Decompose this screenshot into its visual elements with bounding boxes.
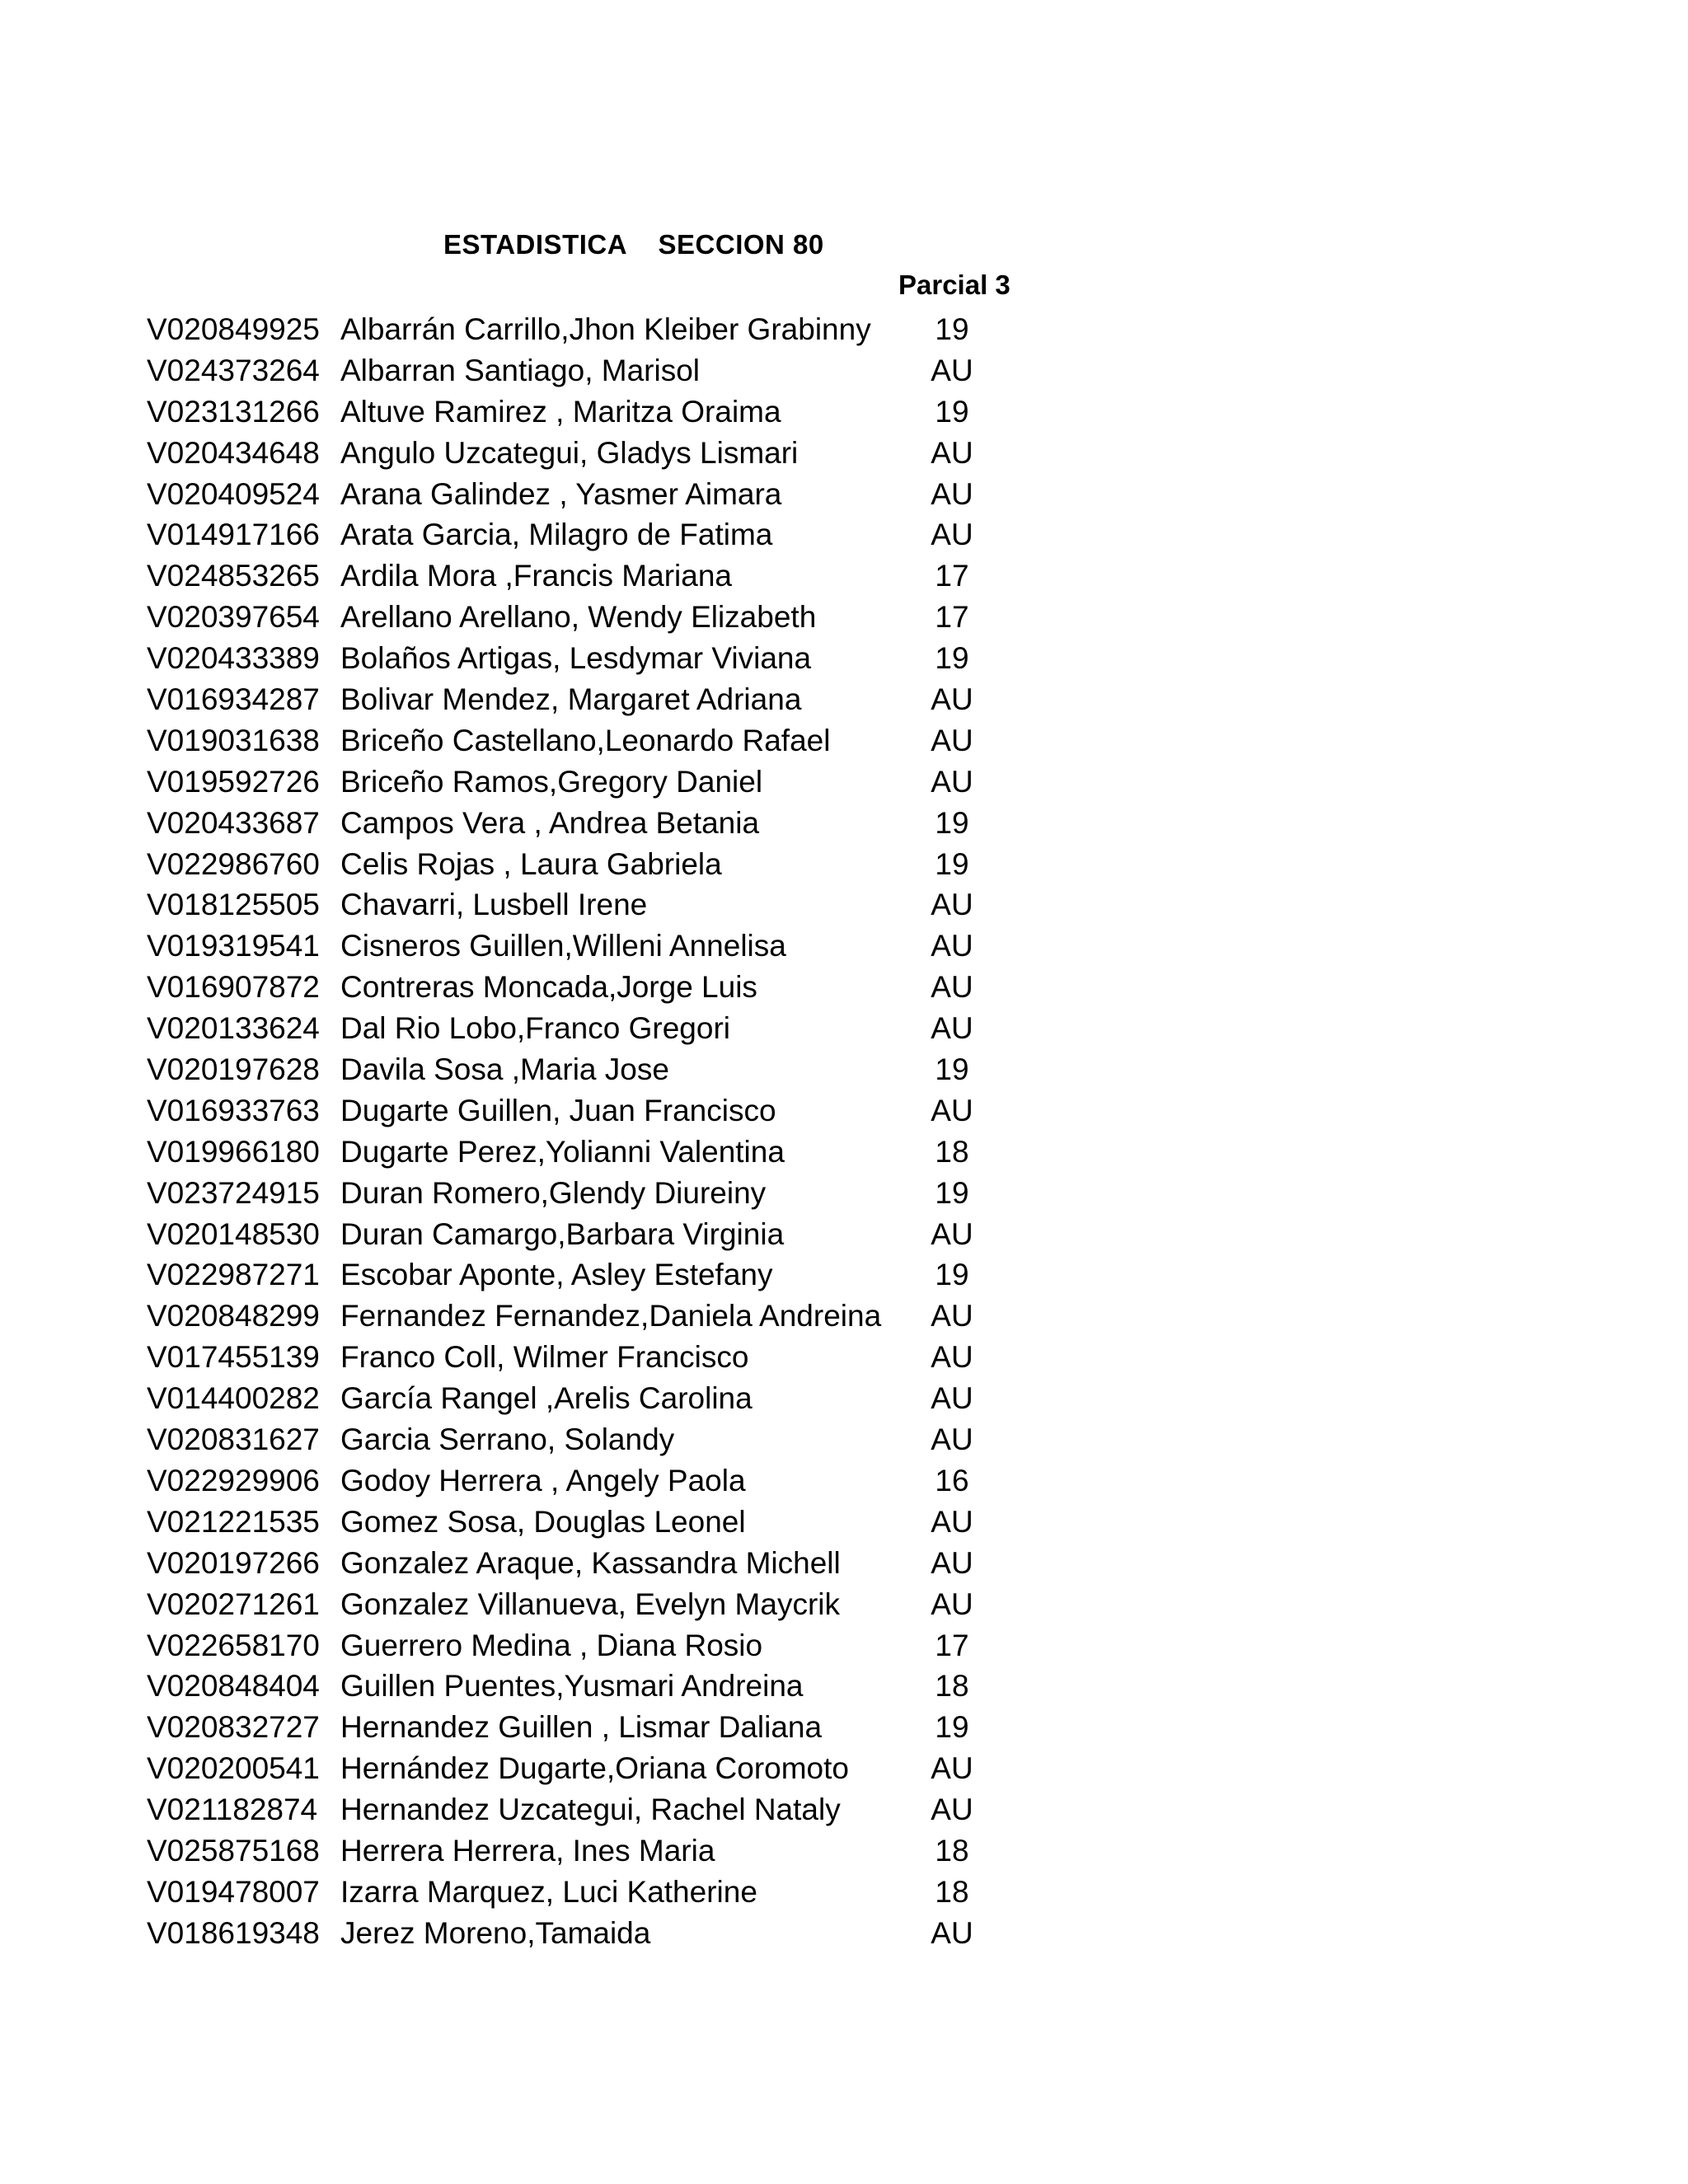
student-row bbox=[0, 1296, 1688, 1337]
student-row bbox=[0, 1419, 1688, 1460]
student-grade: AU bbox=[931, 476, 973, 511]
student-grade: 18 bbox=[935, 1669, 969, 1704]
student-list bbox=[0, 309, 1688, 1954]
student-id: V020197628 bbox=[147, 1052, 320, 1087]
student-grade: AU bbox=[931, 518, 973, 552]
student-name: Dugarte Perez,Yolianni Valentina bbox=[340, 1134, 785, 1169]
student-name: Altuve Ramirez , Maritza Oraima bbox=[340, 394, 781, 429]
student-id: V020433687 bbox=[147, 805, 320, 840]
student-name: Arana Galindez , Yasmer Aimara bbox=[340, 476, 782, 511]
student-id: V020434648 bbox=[147, 435, 320, 470]
student-row bbox=[0, 679, 1688, 720]
student-name: Garcia Serrano, Solandy bbox=[340, 1422, 675, 1457]
student-row bbox=[0, 967, 1688, 1008]
student-name: Campos Vera , Andrea Betania bbox=[340, 805, 760, 840]
student-name: Albarrán Carrillo,Jhon Kleiber Grabinny bbox=[340, 312, 871, 346]
student-row bbox=[0, 1748, 1688, 1789]
student-name: Angulo Uzcategui, Gladys Lismari bbox=[340, 435, 799, 470]
student-row bbox=[0, 474, 1688, 515]
student-name: Gomez Sosa, Douglas Leonel bbox=[340, 1504, 746, 1539]
student-grade: 19 bbox=[935, 394, 969, 429]
student-row bbox=[0, 1090, 1688, 1132]
student-row bbox=[0, 720, 1688, 762]
student-grade: 17 bbox=[935, 1628, 969, 1662]
student-name: Gonzalez Villanueva, Evelyn Maycrik bbox=[340, 1586, 840, 1621]
student-id: V022987271 bbox=[147, 1258, 320, 1292]
student-grade: AU bbox=[931, 1793, 973, 1827]
student-id: V021182874 bbox=[147, 1793, 318, 1827]
document-title: ESTADISTICA SECCION 80 bbox=[443, 229, 824, 260]
student-grade: AU bbox=[931, 929, 973, 963]
student-id: V019319541 bbox=[147, 929, 320, 963]
student-name: Ardila Mora ,Francis Mariana bbox=[340, 559, 732, 593]
student-name: Izarra Marquez, Luci Katherine bbox=[340, 1874, 757, 1909]
student-grade: AU bbox=[931, 435, 973, 470]
student-grade: 19 bbox=[935, 805, 969, 840]
student-name: Arata Garcia, Milagro de Fatima bbox=[340, 518, 773, 552]
student-row bbox=[0, 803, 1688, 844]
student-row bbox=[0, 391, 1688, 433]
student-id: V019031638 bbox=[147, 723, 320, 757]
student-id: V020832727 bbox=[147, 1710, 320, 1745]
student-grade: AU bbox=[931, 1751, 973, 1786]
student-name: Guillen Puentes,Yusmari Andreina bbox=[340, 1669, 804, 1704]
student-name: Contreras Moncada,Jorge Luis bbox=[340, 970, 757, 1005]
student-id: V020848299 bbox=[147, 1299, 320, 1333]
student-id: V024853265 bbox=[147, 559, 320, 593]
student-id: V020271261 bbox=[147, 1586, 320, 1621]
student-id: V020849925 bbox=[147, 312, 320, 346]
student-id: V020200541 bbox=[147, 1751, 320, 1786]
student-row bbox=[0, 1378, 1688, 1419]
student-grade: 18 bbox=[935, 1833, 969, 1868]
student-grade: 18 bbox=[935, 1874, 969, 1909]
student-grade: AU bbox=[931, 764, 973, 799]
student-name: Bolaños Artigas, Lesdymar Viviana bbox=[340, 641, 812, 676]
student-id: V019478007 bbox=[147, 1874, 320, 1909]
student-id: V016907872 bbox=[147, 970, 320, 1005]
student-grade: 19 bbox=[935, 1258, 969, 1292]
student-id: V020397654 bbox=[147, 600, 320, 635]
student-grade: AU bbox=[931, 353, 973, 387]
student-grade: AU bbox=[931, 682, 973, 717]
student-id: V019966180 bbox=[147, 1134, 320, 1169]
student-name: Dal Rio Lobo,Franco Gregori bbox=[340, 1011, 730, 1046]
student-name: Jerez Moreno,Tamaida bbox=[340, 1915, 651, 1950]
student-row bbox=[0, 1173, 1688, 1214]
student-row bbox=[0, 844, 1688, 885]
student-grade: AU bbox=[931, 1340, 973, 1375]
student-name: Franco Coll, Wilmer Francisco bbox=[340, 1340, 749, 1375]
student-grade: 17 bbox=[935, 559, 969, 593]
student-row bbox=[0, 350, 1688, 391]
student-row bbox=[0, 597, 1688, 638]
student-id: V020133624 bbox=[147, 1011, 320, 1046]
student-name: Guerrero Medina , Diana Rosio bbox=[340, 1628, 763, 1662]
student-id: V023724915 bbox=[147, 1175, 320, 1210]
student-name: Herrera Herrera, Ines Maria bbox=[340, 1833, 715, 1868]
student-name: Hernández Dugarte,Oriana Coromoto bbox=[340, 1751, 849, 1786]
student-row bbox=[0, 638, 1688, 679]
student-id: V014917166 bbox=[147, 518, 320, 552]
student-row bbox=[0, 1707, 1688, 1748]
student-id: V024373264 bbox=[147, 353, 320, 387]
student-id: V020433389 bbox=[147, 641, 320, 676]
student-grade: AU bbox=[931, 1381, 973, 1416]
student-grade: AU bbox=[931, 888, 973, 922]
student-grade: 19 bbox=[935, 846, 969, 881]
student-name: Bolivar Mendez, Margaret Adriana bbox=[340, 682, 802, 717]
student-id: V022658170 bbox=[147, 1628, 320, 1662]
student-name: Briceño Ramos,Gregory Daniel bbox=[340, 764, 763, 799]
student-grade: 17 bbox=[935, 600, 969, 635]
student-grade: AU bbox=[931, 1011, 973, 1046]
student-row bbox=[0, 884, 1688, 926]
student-row bbox=[0, 1830, 1688, 1872]
student-grade: 19 bbox=[935, 1052, 969, 1087]
student-name: Albarran Santiago, Marisol bbox=[340, 353, 700, 387]
student-row bbox=[0, 1502, 1688, 1543]
student-row bbox=[0, 762, 1688, 803]
student-grade: AU bbox=[931, 1545, 973, 1580]
student-grade: 19 bbox=[935, 1710, 969, 1745]
student-grade: AU bbox=[931, 1093, 973, 1127]
student-grade: AU bbox=[931, 1586, 973, 1621]
student-row bbox=[0, 1666, 1688, 1707]
student-id: V016933763 bbox=[147, 1093, 320, 1127]
grade-column-header: Parcial 3 bbox=[898, 269, 1010, 300]
student-row bbox=[0, 1625, 1688, 1666]
student-name: Gonzalez Araque, Kassandra Michell bbox=[340, 1545, 841, 1580]
student-row bbox=[0, 1254, 1688, 1296]
student-grade: 19 bbox=[935, 312, 969, 346]
student-grade: 19 bbox=[935, 1175, 969, 1210]
student-id: V014400282 bbox=[147, 1381, 320, 1416]
student-grade: AU bbox=[931, 1422, 973, 1457]
student-row bbox=[0, 1872, 1688, 1913]
student-grade: 18 bbox=[935, 1134, 969, 1169]
student-row bbox=[0, 1337, 1688, 1378]
student-grade: 16 bbox=[935, 1463, 969, 1497]
student-row bbox=[0, 1913, 1688, 1954]
student-name: García Rangel ,Arelis Carolina bbox=[340, 1381, 753, 1416]
student-row bbox=[0, 1049, 1688, 1090]
student-row bbox=[0, 433, 1688, 474]
student-row bbox=[0, 1460, 1688, 1502]
student-name: Escobar Aponte, Asley Estefany bbox=[340, 1258, 773, 1292]
student-row bbox=[0, 1132, 1688, 1173]
student-grade: 19 bbox=[935, 641, 969, 676]
student-id: V020831627 bbox=[147, 1422, 320, 1457]
student-row bbox=[0, 1789, 1688, 1830]
student-name: Chavarri, Lusbell Irene bbox=[340, 888, 648, 922]
student-id: V025875168 bbox=[147, 1833, 320, 1868]
student-name: Dugarte Guillen, Juan Francisco bbox=[340, 1093, 776, 1127]
student-row bbox=[0, 1008, 1688, 1049]
student-grade: AU bbox=[931, 1299, 973, 1333]
student-id: V020148530 bbox=[147, 1216, 320, 1251]
student-name: Hernandez Uzcategui, Rachel Nataly bbox=[340, 1793, 841, 1827]
student-row bbox=[0, 1584, 1688, 1625]
student-id: V020409524 bbox=[147, 476, 320, 511]
student-name: Celis Rojas , Laura Gabriela bbox=[340, 846, 722, 881]
student-id: V023131266 bbox=[147, 394, 320, 429]
student-id: V022986760 bbox=[147, 846, 320, 881]
student-grade: AU bbox=[931, 723, 973, 757]
student-name: Duran Camargo,Barbara Virginia bbox=[340, 1216, 785, 1251]
student-name: Hernandez Guillen , Lismar Daliana bbox=[340, 1710, 823, 1745]
student-name: Cisneros Guillen,Willeni Annelisa bbox=[340, 929, 786, 963]
student-grade: AU bbox=[931, 970, 973, 1005]
student-id: V020197266 bbox=[147, 1545, 320, 1580]
student-id: V020848404 bbox=[147, 1669, 320, 1704]
student-id: V017455139 bbox=[147, 1340, 320, 1375]
student-id: V016934287 bbox=[147, 682, 320, 717]
student-name: Fernandez Fernandez,Daniela Andreina bbox=[340, 1299, 882, 1333]
student-grade: AU bbox=[931, 1915, 973, 1950]
student-id: V022929906 bbox=[147, 1463, 320, 1497]
student-id: V018125505 bbox=[147, 888, 320, 922]
student-id: V018619348 bbox=[147, 1915, 320, 1950]
student-name: Davila Sosa ,Maria Jose bbox=[340, 1052, 669, 1087]
student-row bbox=[0, 555, 1688, 597]
student-row bbox=[0, 926, 1688, 967]
student-row bbox=[0, 309, 1688, 350]
student-name: Godoy Herrera , Angely Paola bbox=[340, 1463, 746, 1497]
student-row bbox=[0, 1214, 1688, 1255]
student-grade: AU bbox=[931, 1216, 973, 1251]
student-name: Arellano Arellano, Wendy Elizabeth bbox=[340, 600, 817, 635]
student-id: V021221535 bbox=[147, 1504, 320, 1539]
student-id: V019592726 bbox=[147, 764, 320, 799]
student-name: Duran Romero,Glendy Diureiny bbox=[340, 1175, 767, 1210]
student-row bbox=[0, 514, 1688, 555]
student-name: Briceño Castellano,Leonardo Rafael bbox=[340, 723, 831, 757]
student-grade: AU bbox=[931, 1504, 973, 1539]
student-row bbox=[0, 1543, 1688, 1584]
